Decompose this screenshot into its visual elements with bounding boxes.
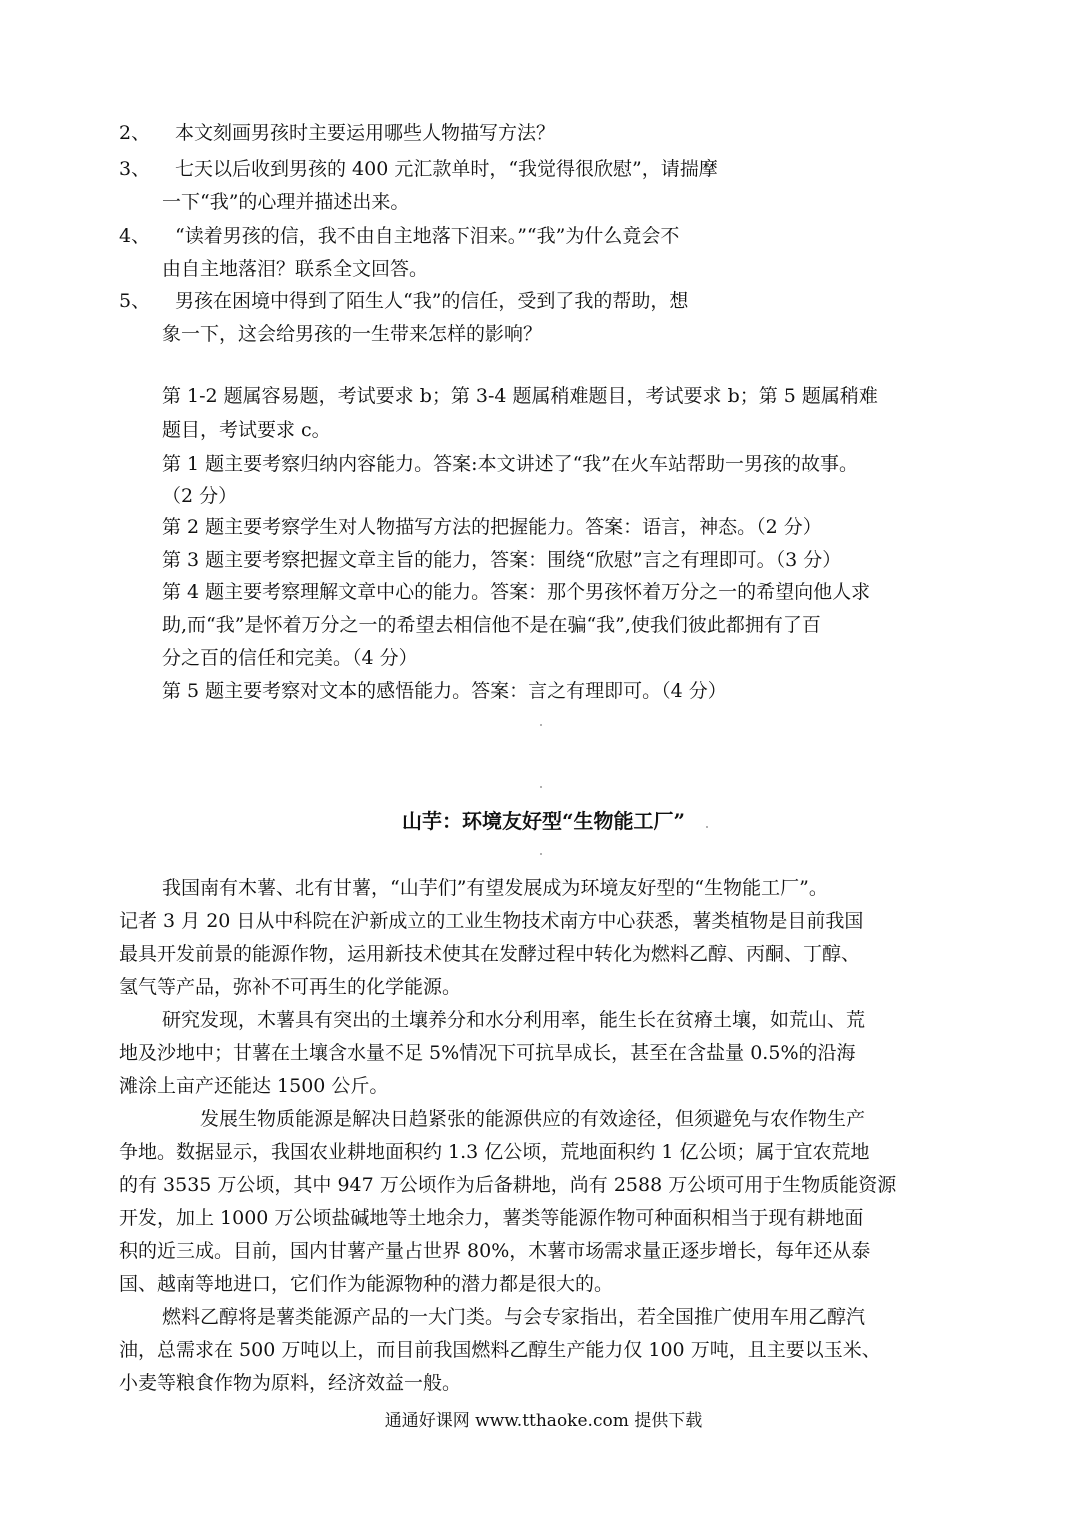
article-line: 发展生物质能源是解决日趋紧张的能源供应的有效途径，但须避免与农作物生产 — [200, 1108, 866, 1130]
article-line: 国、越南等地进口，它们作为能源物种的潜力都是很大的。 — [119, 1273, 614, 1295]
answer-line: 分之百的信任和完美。（4 分） — [162, 647, 418, 669]
answer-line: 第 1 题主要考察归纳内容能力。答案:本文讲述了“我”在火车站帮助一男孩的故事。 — [162, 453, 858, 475]
page-footer: 通通好课网 www.tthaoke.com 提供下载 — [384, 1411, 703, 1431]
article-line: 小麦等粮食作物为原料，经济效益一般。 — [119, 1372, 462, 1394]
article-line: 的有 3535 万公顷，其中 947 万公顷作为后备耕地，尚有 2588 万公顷可用于生物质能资源 — [119, 1174, 897, 1196]
article-title: 山芋：环境友好型“生物能工厂” — [401, 809, 685, 833]
article-line: 油，总需求在 500 万吨以上，而目前我国燃料乙醇生产能力仅 100 万吨，且主要以玉米、 — [119, 1339, 881, 1361]
answer-line: 第 4 题主要考察理解文章中心的能力。答案：那个男孩怀着万分之一的希望向他人求 — [162, 581, 871, 603]
article-line: 争地。数据显示，我国农业耕地面积约 1.3 亿公顷，荒地面积约 1 亿公顷；属于宜农荒地 — [119, 1141, 870, 1163]
article-line: 氢气等产品，弥补不可再生的化学能源。 — [119, 976, 462, 998]
answer-line: （2 分） — [162, 485, 238, 507]
question-text: 一下“我”的心理并描述出来。 — [162, 191, 410, 213]
dot-mark — [540, 786, 542, 788]
article-line: 燃料乙醇将是薯类能源产品的一大门类。与会专家指出，若全国推广使用车用乙醇汽 — [162, 1306, 866, 1328]
answer-line: 第 5 题主要考察对文本的感悟能力。答案：言之有理即可。（4 分） — [162, 680, 727, 702]
article-line: 积的近三成。目前，国内甘薯产量占世界 80%，木薯市场需求量正逐步增长，每年还从泰 — [119, 1240, 871, 1262]
article-line: 滩涂上亩产还能达 1500 公斤。 — [119, 1075, 389, 1097]
question-text: “读着男孩的信，我不由自主地落下泪来。”“我”为什么竟会不 — [175, 225, 680, 247]
question-number: 5、 — [119, 290, 151, 312]
question-text: 本文刻画男孩时主要运用哪些人物描写方法？ — [175, 122, 556, 144]
answer-line: 助,而“我”是怀着万分之一的希望去相信他不是在骗“我”,使我们彼此都拥有了百 — [162, 614, 821, 636]
answer-line: 题目，考试要求 c。 — [162, 419, 331, 441]
answer-line: 第 2 题主要考察学生对人物描写方法的把握能力。答案：语言，神态。（2 分） — [162, 516, 822, 538]
article-line: 我国南有木薯、北有甘薯，“山芋们”有望发展成为环境友好型的“生物能工厂”。 — [162, 877, 828, 899]
article-line: 开发，加上 1000 万公顷盐碱地等土地余力，薯类等能源作物可种面积相当于现有耕地面 — [119, 1207, 864, 1229]
question-text: 由自主地落泪？联系全文回答。 — [162, 258, 429, 280]
question-number: 4、 — [119, 225, 151, 247]
question-number: 3、 — [119, 158, 151, 180]
dot-mark — [540, 853, 542, 855]
question-text: 七天以后收到男孩的 400 元汇款单时，“我觉得很欣慰”，请揣摩 — [175, 158, 718, 180]
article-line: 最具开发前景的能源作物，运用新技术使其在发酵过程中转化为燃料乙醇、丙酮、丁醇、 — [119, 943, 861, 965]
question-number: 2、 — [119, 122, 151, 144]
article-line: 记者 3 月 20 日从中科院在沪新成立的工业生物技术南方中心获悉，薯类植物是目前我国 — [119, 910, 864, 932]
dot-mark — [540, 724, 542, 726]
answer-line: 第 1-2 题属容易题，考试要求 b；第 3-4 题属稍难题目，考试要求 b；第 5 题属稍难 — [162, 385, 878, 407]
article-line: 研究发现，木薯具有突出的土壤养分和水分利用率，能生长在贫瘠土壤，如荒山、荒 — [162, 1009, 866, 1031]
answer-line: 第 3 题主要考察把握文章主旨的能力，答案：围绕“欣慰”言之有理即可。（3 分） — [162, 549, 842, 571]
question-text: 象一下，这会给男孩的一生带来怎样的影响？ — [162, 323, 543, 345]
question-text: 男孩在困境中得到了陌生人“我”的信任，受到了我的帮助，想 — [175, 290, 689, 312]
article-line: 地及沙地中；甘薯在土壤含水量不足 5%情况下可抗旱成长，甚至在含盐量 0.5%的沿海 — [119, 1042, 856, 1064]
